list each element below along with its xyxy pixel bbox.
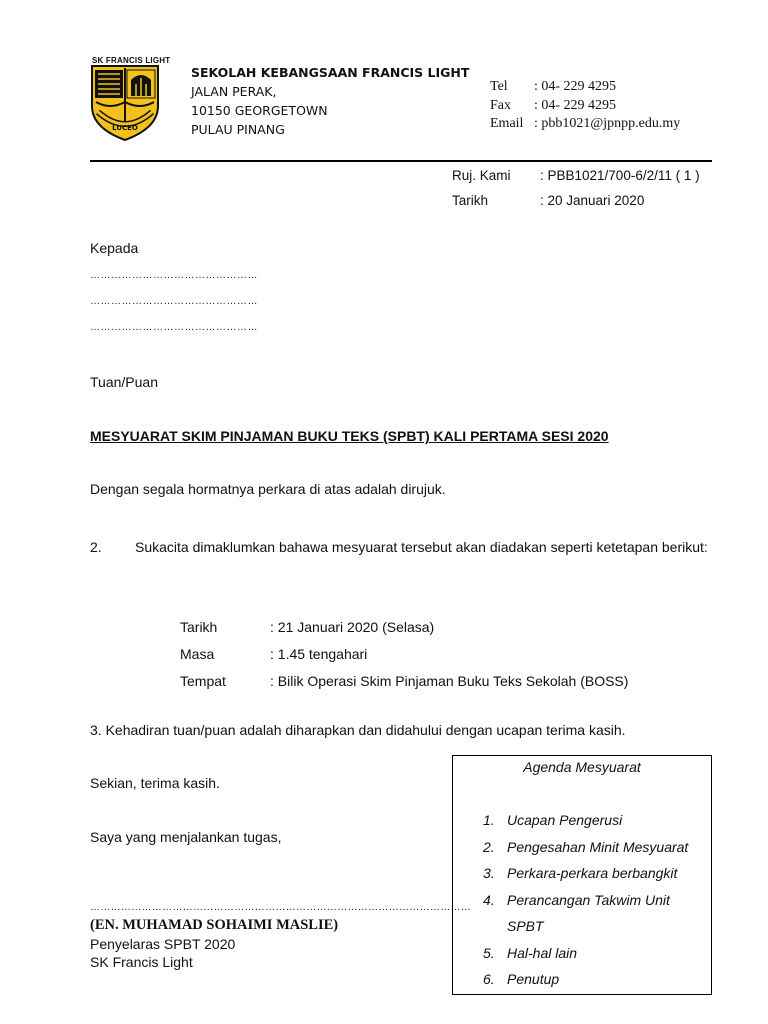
agenda-item-text: Penutup [507,971,560,987]
paragraph-2 [90,534,712,561]
signatory-org: SK Francis Light [90,954,193,970]
contact-value: : 04- 229 4295 [534,79,617,94]
address-line-1: JALAN PERAK, [191,84,277,99]
paragraph-number: 2. [90,539,102,555]
logo-motto: LUCEO [112,124,138,132]
signatory-details [90,935,235,971]
letterhead-divider [90,160,712,162]
address-line-2: 10150 GEORGETOWN [191,103,328,118]
contact-block [490,78,680,134]
reference-date [452,188,700,213]
reference-ruj [452,163,700,188]
agenda-item-number: 3. [483,865,495,881]
agenda-box [452,755,712,995]
reference-value: : PBB1021/700-6/2/11 ( 1 ) [540,168,700,183]
detail-value: : 21 Januari 2020 (Selasa) [270,619,435,635]
agenda-item [483,887,707,940]
closing-line: Sekian, terima kasih. [90,775,220,791]
agenda-list [483,807,707,993]
recipient-line-1: ………………………………………… [90,270,258,281]
detail-date [180,614,628,641]
agenda-item-text: Ucapan Pengerusi [507,812,623,828]
recipient-line-2: ………………………………………… [90,296,258,307]
reference-label: Ruj. Kami [452,168,511,183]
address-line-3: PULAU PINANG [191,122,285,137]
contact-label: Tel [490,79,508,94]
recipient-line-3: ………………………………………… [90,322,258,333]
letter-subject: MESYUARAT SKIM PINJAMAN BUKU TEKS (SPBT) KALI PERTAMA SESI 2020 [90,428,609,444]
signatory-name: (EN. MUHAMAD SOHAIMI MASLIE) [90,917,339,933]
contact-value: : 04- 229 4295 [534,97,617,113]
agenda-item [483,966,707,993]
signature-line: ………………………………………………………………………………………………… [90,902,472,913]
agenda-item-text: Hal-hal lain [507,944,578,961]
school-address-block [191,63,469,139]
logo-caption: SK FRANCIS LIGHT [92,56,171,65]
agenda-item-number: 1. [483,812,495,828]
contact-label: Fax [490,97,511,113]
agenda-item [483,807,707,834]
meeting-details [180,614,628,695]
contact-label: Email [490,116,524,131]
duty-line: Saya yang menjalankan tugas, [90,829,282,845]
agenda-item [483,940,707,967]
reference-label: Tarikh [452,193,489,208]
agenda-item-text: Perkara-perkara berbangkit [507,865,678,881]
detail-label: Masa [180,646,215,662]
agenda-item [483,834,707,861]
detail-label: Tarikh [180,619,218,635]
detail-venue [180,668,628,695]
signatory-title: Penyelaras SPBT 2020 [90,936,236,952]
agenda-item-number: 6. [483,971,495,987]
agenda-item-number: 2. [483,838,495,855]
recipient-label: Kepada [90,240,139,256]
detail-label: Tempat [180,673,226,689]
reference-value: : 20 Januari 2020 [540,193,645,208]
detail-value: : Bilik Operasi Skim Pinjaman Buku Teks Sekolah (BOSS) [270,673,629,689]
detail-time [180,641,628,668]
agenda-item-number: 5. [483,944,495,961]
paragraph-1: Dengan segala hormatnya perkara di atas adalah dirujuk. [90,481,446,497]
agenda-item-text: Perancangan Takwim Unit SPBT [507,891,670,934]
contact-tel [490,78,680,97]
school-crest-logo [84,62,166,144]
agenda-title: Agenda Mesyuarat [523,759,641,775]
contact-value: : pbb1021@jpnpp.edu.my [534,116,681,131]
contact-email [490,115,680,134]
salutation: Tuan/Puan [90,374,158,390]
detail-value: : 1.45 tengahari [270,646,368,662]
contact-fax [490,97,680,116]
agenda-item-number: 4. [483,891,495,908]
paragraph-3: 3. Kehadiran tuan/puan adalah diharapkan dan didahului dengan ucapan terima kasih. [90,722,626,738]
agenda-item-text: Pengesahan Minit Mesyuarat [507,838,689,855]
agenda-item [483,860,707,887]
paragraph-2-text: Sukacita dimaklumkan bahawa mesyuarat tersebut akan diadakan seperti ketetapan berikut: [135,539,708,555]
reference-block [452,163,700,213]
school-name: SEKOLAH KEBANGSAAN FRANCIS LIGHT [191,65,470,80]
